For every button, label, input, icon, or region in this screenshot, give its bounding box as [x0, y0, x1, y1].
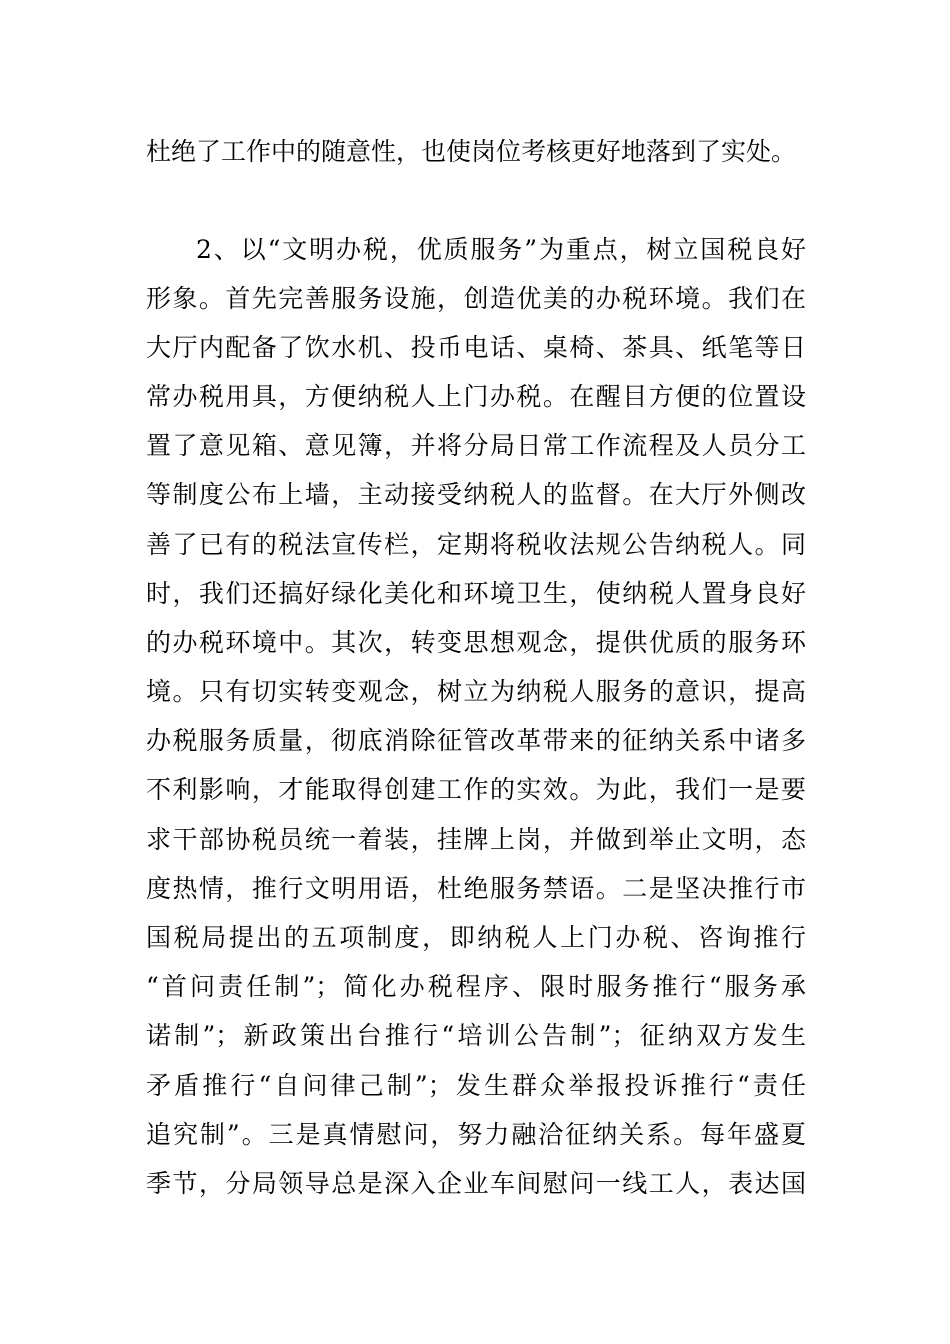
text-line: 追究制”。三是真情慰问，努力融洽征纳关系。每年盛夏 [146, 1120, 806, 1149]
text-line: 大厅内配备了饮水机、投币电话、桌椅、茶具、纸笔等日 [146, 333, 806, 362]
text-line: 办税服务质量，彻底消除征管改革带来的征纳关系中诸多 [146, 726, 806, 755]
text-line: 矛盾推行“自问律己制”；发生群众举报投诉推行“责任 [146, 1071, 806, 1100]
text-line: 杜绝了工作中的随意性，也使岗位考核更好地落到了实处。 [146, 137, 797, 166]
text-line: 时，我们还搞好绿化美化和环境卫生，使纳税人置身良好 [146, 579, 806, 608]
text-line: 的办税环境中。其次，转变思想观念，提供优质的服务环 [146, 628, 806, 657]
text-line: 常办税用具，方便纳税人上门办税。在醒目方便的位置设 [146, 382, 806, 411]
text-line: 不利影响，才能取得创建工作的实效。为此，我们一是要 [146, 775, 806, 804]
text-line: 诺制”；新政策出台推行“培训公告制”；征纳双方发生 [146, 1021, 806, 1050]
text-line: 置了意见箱、意见簿，并将分局日常工作流程及人员分工 [146, 431, 806, 460]
text-line: 善了已有的税法宣传栏，定期将税收法规公告纳税人。同 [146, 530, 806, 559]
text-line: 2、以“文明办税，优质服务”为重点，树立国税良好 [196, 235, 806, 264]
text-line: 境。只有切实转变观念，树立为纳税人服务的意识，提高 [146, 677, 806, 706]
text-line: 度热情，推行文明用语，杜绝服务禁语。二是坚决推行市 [146, 874, 806, 903]
text-line: 形象。首先完善服务设施，创造优美的办税环境。我们在 [146, 284, 806, 313]
text-line: 国税局提出的五项制度，即纳税人上门办税、咨询推行 [146, 923, 806, 952]
text-line: “首问责任制”；简化办税程序、限时服务推行“服务承 [146, 972, 806, 1001]
text-line: 等制度公布上墙，主动接受纳税人的监督。在大厅外侧改 [146, 480, 806, 509]
text-line: 季节，分局领导总是深入企业车间慰问一线工人，表达国 [146, 1169, 806, 1198]
text-line: 求干部协税员统一着装，挂牌上岗，并做到举止文明，态 [146, 825, 806, 854]
